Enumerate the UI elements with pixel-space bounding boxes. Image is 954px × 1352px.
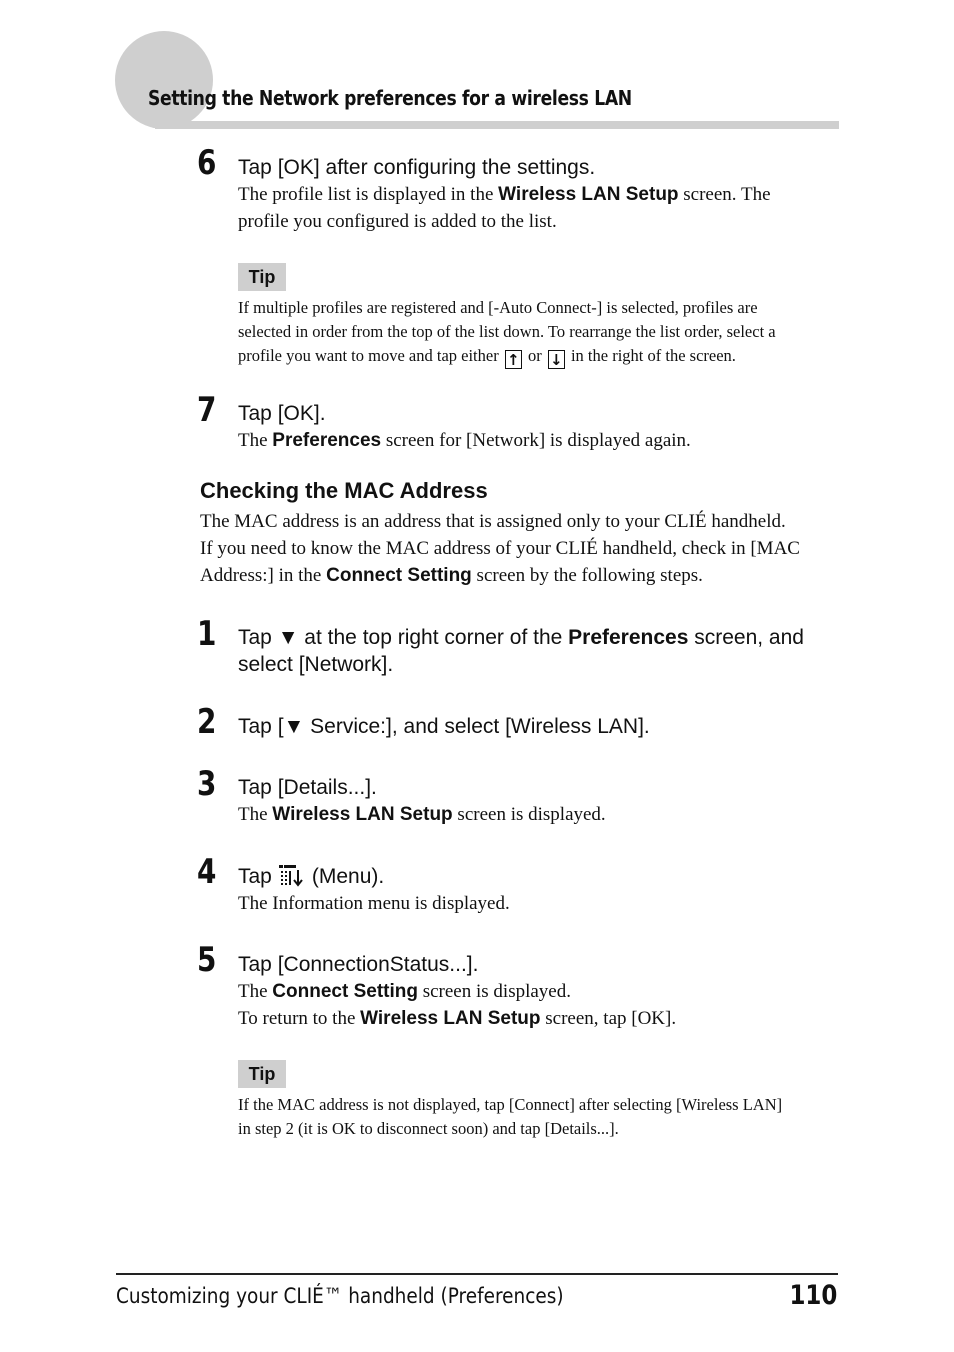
step-4-title: Tap (Menu). [238, 865, 385, 888]
tip-1-text: If multiple profiles are registered and [-Auto Connect-] is selected, profiles are selected in order from the top of the list down. To rearrange the list order, select a profile you want to move and tap either ↑ or ↓ in the right of the screen. [238, 298, 776, 369]
step-6-number: 6 [197, 143, 217, 183]
step-3-number: 3 [197, 764, 217, 804]
header-rule [155, 121, 839, 129]
step-7-title: Tap [OK]. [238, 402, 326, 425]
footer-section-title: Customizing your CLIÉ™ handheld (Preferences) [116, 1284, 564, 1308]
step-5-title: Tap [ConnectionStatus...]. [238, 953, 479, 976]
step-2-number: 2 [197, 702, 217, 742]
page-header-title: Setting the Network preferences for a wireless LAN [148, 86, 632, 110]
footer-rule [116, 1273, 838, 1275]
tip-2-text: If the MAC address is not displayed, tap [Connect] after selecting [Wireless LAN] in step 2 (it is OK to disconnect soon) and tap [Details...]. [238, 1095, 783, 1138]
step-4-body: The Information menu is displayed. [238, 893, 510, 914]
down-arrow-icon: ↓ [548, 350, 565, 369]
step-2-title: Tap [▼ Service:], and select [Wireless LAN]. [238, 715, 650, 738]
tip-label: Tip [238, 263, 286, 291]
step-6-title: Tap [OK] after configuring the settings. [238, 156, 596, 179]
mac-intro-paragraph: The MAC address is an address that is assigned only to your CLIÉ handheld. If you need to know the MAC address of your CLIÉ handheld, check in [MAC Address:] in the Connect Setting screen by the following steps. [200, 511, 800, 586]
tip-label: Tip [238, 1060, 286, 1088]
header-circle-decoration [115, 31, 213, 129]
step-5-number: 5 [197, 940, 217, 980]
step-1-number: 1 [197, 614, 217, 654]
step-6-body: The profile list is displayed in the Wireless LAN Setup screen. The profile you configured is added to the list. [238, 184, 771, 232]
step-7-body: The Preferences screen for [Network] is displayed again. [238, 430, 691, 451]
menu-icon [278, 864, 306, 888]
step-3-title: Tap [Details...]. [238, 776, 377, 799]
step-1-title: Tap ▼ at the top right corner of the Preferences screen, and select [Network]. [238, 626, 804, 676]
step-4-number: 4 [197, 852, 217, 892]
up-arrow-icon: ↑ [505, 350, 522, 369]
step-7-number: 7 [197, 390, 217, 430]
section-heading-mac-address: Checking the MAC Address [200, 478, 488, 503]
step-5-body: The Connect Setting screen is displayed. To return to the Wireless LAN Setup screen, tap [OK]. [238, 981, 677, 1029]
step-3-body: The Wireless LAN Setup screen is displayed. [238, 804, 606, 825]
page-number: 110 [789, 1280, 837, 1311]
